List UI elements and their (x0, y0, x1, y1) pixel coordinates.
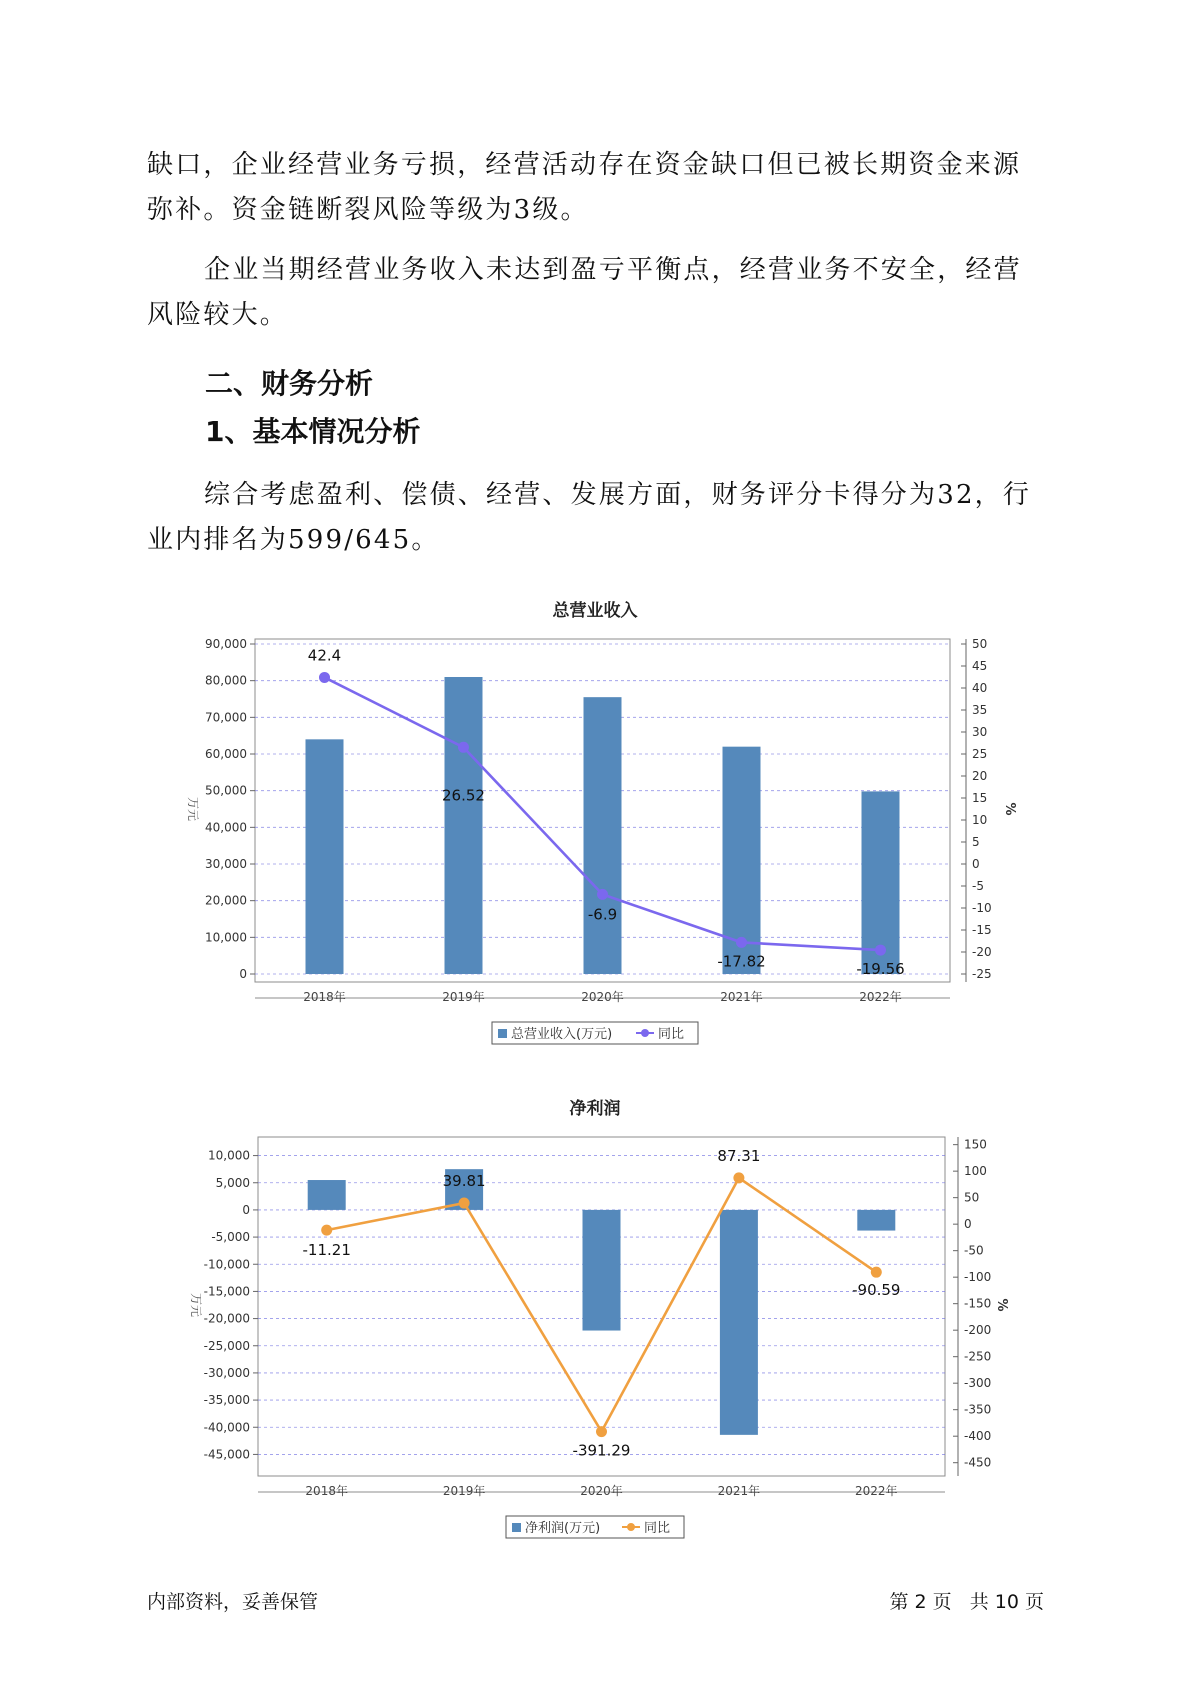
y-tick-label: 40,000 (205, 820, 247, 835)
bar (306, 739, 344, 974)
bar (857, 1210, 895, 1231)
y2-tick-label: -10 (972, 901, 992, 915)
y-tick-label: 70,000 (205, 710, 247, 725)
chart-title: 净利润 (569, 1099, 621, 1119)
y-tick-label: 10,000 (208, 1148, 250, 1163)
revenue-chart (0, 592, 1191, 1052)
subsection-heading: 1、基本情况分析 (205, 415, 421, 448)
y2-tick-label: 100 (964, 1164, 987, 1179)
y-tick-label: -15,000 (203, 1284, 250, 1299)
y2-tick-label: -350 (964, 1402, 992, 1417)
y2-tick-label: -25 (972, 967, 992, 981)
y-tick-label: 30,000 (205, 857, 247, 871)
y2-tick-label: -5 (972, 879, 984, 893)
yoy-point (321, 1225, 332, 1236)
data-label: -90.59 (852, 1281, 901, 1300)
y2-tick-label: 50 (964, 1190, 980, 1205)
x-tick-label: 2021年 (720, 990, 763, 1004)
chart-title: 总营业收入 (552, 601, 638, 621)
y2-tick-label: -20 (972, 945, 992, 959)
y2-tick-label: -150 (964, 1296, 992, 1311)
yoy-point (596, 1426, 607, 1437)
bar (445, 677, 483, 974)
y-tick-label: 0 (242, 1202, 250, 1217)
legend-line-label: 同比 (644, 1521, 671, 1536)
x-tick-label: 2022年 (859, 990, 902, 1004)
x-tick-label: 2020年 (580, 1484, 623, 1498)
yoy-point (733, 1172, 744, 1183)
bar (720, 1210, 758, 1435)
y2-tick-label: 10 (972, 813, 988, 827)
y-tick-label: 60,000 (205, 747, 247, 761)
bar (308, 1180, 346, 1210)
y2-tick-label: -50 (964, 1243, 984, 1258)
y-axis-label: 万元 (186, 796, 200, 822)
y-tick-label: 80,000 (205, 673, 247, 688)
y2-tick-label: 50 (972, 637, 988, 651)
y2-tick-label: 25 (972, 747, 988, 761)
legend-line-marker (627, 1523, 635, 1531)
y2-tick-label: -250 (964, 1349, 992, 1364)
y-tick-label: -45,000 (203, 1447, 250, 1462)
yoy-point (597, 889, 608, 900)
y-tick-label: -40,000 (203, 1420, 250, 1435)
y2-tick-label: 45 (972, 659, 988, 673)
y-tick-label: -20,000 (203, 1311, 250, 1326)
data-label: -19.56 (856, 960, 905, 979)
y-axis-label: 万元 (189, 1292, 203, 1318)
data-label: -11.21 (302, 1241, 351, 1260)
x-tick-label: 2022年 (855, 1484, 898, 1498)
yoy-point (459, 1198, 470, 1209)
data-label: 39.81 (442, 1172, 486, 1191)
y2-axis-label: % (994, 1298, 1009, 1312)
x-tick-label: 2019年 (442, 990, 485, 1004)
legend-bar-label: 净利润(万元) (525, 1521, 601, 1536)
y-tick-label: -5,000 (211, 1230, 250, 1245)
y2-tick-label: -100 (964, 1270, 992, 1285)
paragraph-1: 缺口，企业经营业务亏损，经营活动存在资金缺口但已被长期资金来源弥补。资金链断裂风险等级为3级。 (147, 150, 1022, 225)
section-heading: 二、财务分析 (205, 367, 374, 400)
y-tick-label: 50,000 (205, 783, 247, 798)
y-tick-label: -25,000 (203, 1338, 250, 1353)
x-tick-label: 2019年 (442, 1484, 486, 1498)
y2-tick-label: 35 (972, 703, 988, 717)
bar (583, 1210, 621, 1331)
data-label: 26.52 (442, 786, 485, 805)
footer-page-number: 第 2 页 共 10 页 (889, 1591, 1044, 1613)
paragraph-2: 企业当期经营业务收入未达到盈亏平衡点，经营业务不安全，经营风险较大。 (147, 255, 1022, 330)
y2-tick-label: -300 (964, 1376, 992, 1391)
y2-tick-label: 5 (972, 835, 980, 849)
y-tick-label: 5,000 (215, 1175, 250, 1190)
y2-tick-label: -400 (964, 1429, 992, 1444)
y2-tick-label: 20 (972, 769, 988, 783)
y2-tick-label: -15 (972, 923, 992, 937)
legend-bar-swatch (498, 1029, 507, 1038)
data-label: 87.31 (717, 1146, 761, 1165)
data-label: -391.29 (572, 1441, 631, 1460)
y2-tick-label: 150 (964, 1137, 987, 1152)
chart-svg (0, 592, 1191, 1052)
y-tick-label: 90,000 (205, 637, 247, 651)
x-tick-label: 2021年 (717, 1484, 761, 1498)
y-tick-label: 0 (239, 967, 247, 981)
yoy-point (875, 945, 886, 956)
y2-tick-label: 0 (972, 857, 980, 871)
y-tick-label: -10,000 (203, 1257, 250, 1272)
yoy-point (319, 672, 330, 683)
yoy-point (871, 1267, 882, 1278)
legend-bar-swatch (512, 1523, 521, 1532)
data-label: -17.82 (717, 952, 766, 971)
chart-svg (0, 1090, 1191, 1550)
x-tick-label: 2018年 (303, 990, 346, 1004)
legend-bar-label: 总营业收入(万元) (511, 1027, 613, 1042)
data-label: -6.9 (587, 905, 618, 924)
y2-tick-label: -200 (964, 1323, 992, 1338)
x-tick-label: 2018年 (305, 1484, 348, 1498)
data-label: 42.4 (307, 646, 342, 665)
footer-confidential: 内部资料，妥善保管 (147, 1591, 319, 1613)
y-tick-label: 20,000 (205, 893, 247, 908)
y2-tick-label: 0 (964, 1217, 972, 1232)
paragraph-3: 综合考虑盈利、偿债、经营、发展方面，财务评分卡得分为32，行业内排名为599/645。 (147, 480, 1032, 555)
yoy-point (736, 937, 747, 948)
x-tick-label: 2020年 (581, 990, 624, 1004)
y-tick-label: -30,000 (203, 1365, 250, 1380)
bar (584, 697, 622, 974)
y2-tick-label: -450 (964, 1455, 992, 1470)
y2-tick-label: 40 (972, 681, 988, 695)
legend-line-marker (641, 1029, 649, 1037)
yoy-point (458, 742, 469, 753)
y2-axis-label: % (1002, 802, 1017, 816)
legend-line-label: 同比 (658, 1027, 685, 1042)
y2-tick-label: 15 (972, 791, 988, 805)
y-tick-label: 10,000 (205, 930, 247, 945)
y-tick-label: -35,000 (203, 1393, 250, 1408)
net-profit-chart (0, 1090, 1191, 1550)
y2-tick-label: 30 (972, 725, 988, 739)
